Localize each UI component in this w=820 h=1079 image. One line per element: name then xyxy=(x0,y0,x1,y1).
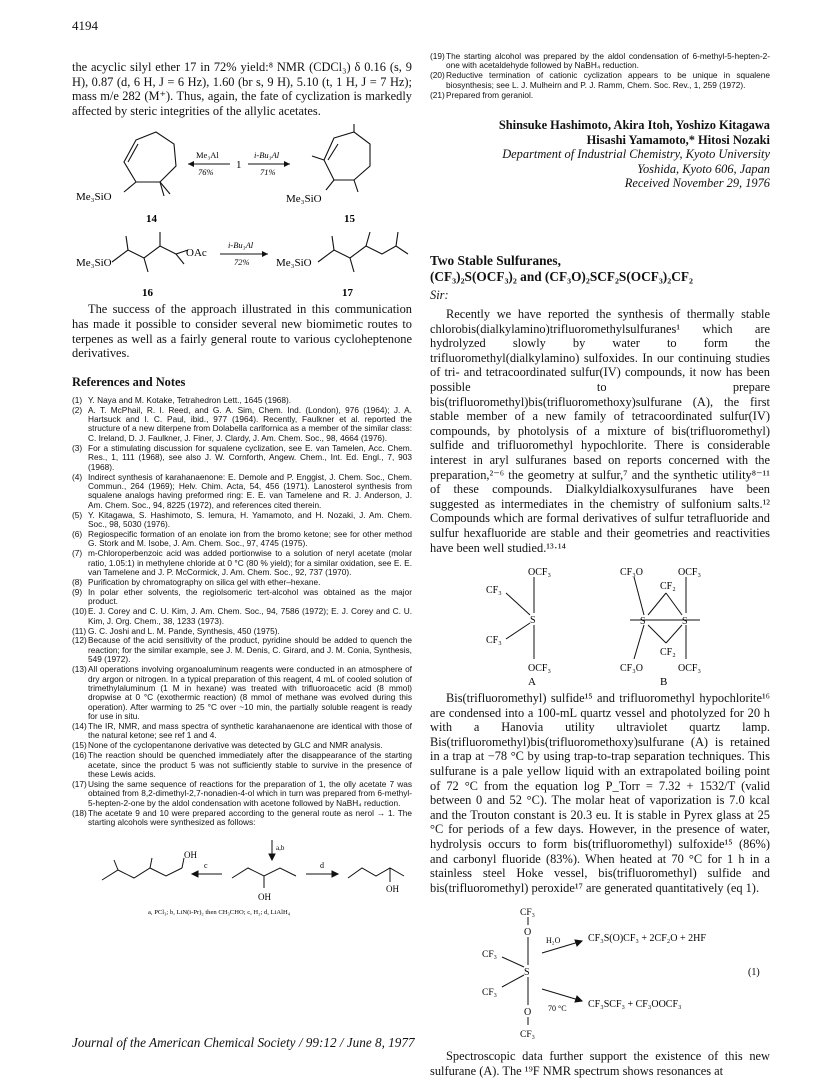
reference-number: (5) xyxy=(72,509,83,520)
authors-line-1: Shinsuke Hashimoto, Akira Itoh, Yoshizo Kitagawa xyxy=(498,118,770,133)
arrow-d-label: d xyxy=(320,860,324,870)
a-sulfur: S xyxy=(530,615,536,627)
author-city: Yoshida, Kyoto 606, Japan xyxy=(637,161,770,176)
reference-number: (21) xyxy=(430,89,445,100)
salutation: Sir: xyxy=(430,288,449,302)
eq-cf3-bottom: CF₃ xyxy=(520,1030,535,1041)
reference-number: (3) xyxy=(72,442,83,453)
label-a: A xyxy=(528,676,536,686)
author-block xyxy=(430,118,770,191)
reference-number: (9) xyxy=(72,586,83,597)
reference-number: (4) xyxy=(72,471,83,482)
reference-text: Y. Naya and M. Kotake, Tetrahedron Lett., 1645 (1968). xyxy=(88,394,292,405)
structure-16 xyxy=(112,232,188,272)
reference-number: (16) xyxy=(72,750,87,761)
right-paragraph-2: Bis(trifluoromethyl) sulfide¹⁵ and trifluoromethyl hypochlorite¹⁶ are condensed into a 100-mL quartz vessel and photolyzed for 20 h with a Hanovia utility ultraviolet quartz lamp. Bis(trifluoromethyl)bis(trifluoromethoxy)sulfurane (A) is retained in a trap at −78 °C by using trap-to-trap separation techniques. This sulfurane is a pale yellow liquid with an extrapolated boiling point of 72 °C from the equation log P_Torr = 7.32 + 1532/T (valid between 0 and 52 °C). The molar heat of vaporization is 7.0 kcal and the Trouton constant is 20.3 eu. It is stable in Pyrex glass at 25 °C for periods of a few days. However, in the presence of water, hydrolysis occurs to form bis(trifluoromethyl) sulfoxide¹⁵ (86%) and carbonyl fluoride (83%). When heated at 70 °C for 1 h in a stainless steel Hoke vessel, bis(trifluoromethyl) sulfide and bis(trifluoromethyl) peroxide¹⁷ are generated quantitatively (eq 1). xyxy=(430,691,770,895)
reference-number: (14) xyxy=(72,721,87,732)
label-b: B xyxy=(660,676,668,686)
left-intro-paragraph: the acyclic silyl ether 17 in 72% yield:⁸ NMR (CDCl₃) δ 0.16 (s, 9 H), 0.87 (d, 6 H, J = 6 Hz), 1.60 (br s, 9 H), 5.10 (t, 1 H, J = 7 Hz); mass m/e 282 (M⁺). Thus, again, the fate of cyclization is markedly affected by steric integrities of the allylic acetates. xyxy=(72,60,412,118)
eq-cf3-top: CF₃ xyxy=(520,908,535,919)
reference-number: (18) xyxy=(72,807,87,818)
me3sio-label-d: Me₃SiO xyxy=(276,257,312,270)
eq-cf3-left-2: CF₃ xyxy=(482,988,497,999)
reference-item xyxy=(72,809,412,828)
references-heading: References and Notes xyxy=(72,374,186,389)
reference-text: Y. Kitagawa, S. Hashimoto, S. Iemura, H. Yamamoto, and H. Nozaki, J. Am. Chem. Soc., 98, 5030 (1976). xyxy=(88,509,412,530)
reference-number: (7) xyxy=(72,548,83,559)
reagent-bottom-yield: 72% xyxy=(234,257,250,268)
eq-cond-heat: 70 °C xyxy=(548,1004,567,1014)
structures-svg xyxy=(430,563,770,685)
reference-item xyxy=(430,91,770,100)
me3sio-label-a: Me₃SiO xyxy=(76,191,112,204)
reagent-right-yield: 71% xyxy=(260,167,276,178)
eq-o-top: O xyxy=(524,927,532,939)
reference-item xyxy=(72,751,412,779)
reference-text: All operations involving organoaluminum reagents were conducted in an atmosphere of dry argon or nitrogen. In a typical preparation of this reagent, 4 mL of cooled solution of trimethylaluminum (1 M in hexane) was treated with trifluoroacetic acid (8 mmol) dropwise at 0 °C (exothermic reaction) (8 mmol of methane was evolved during this operation). After warming to 25 °C over ~10 min, the partially soluble reagent is ready for use in situ. xyxy=(88,664,412,722)
eq-cond-water: H₂O xyxy=(546,936,561,946)
reference-item xyxy=(72,578,412,587)
reference-text: E. J. Corey and C. U. Kim, J. Am. Chem. Soc., 94, 7586 (1972); E. J. Corey and C. U. Kim, J. Org. Chem., 38, 1233 (1973). xyxy=(88,606,412,626)
references-list-continued xyxy=(430,52,770,100)
reaction-scheme xyxy=(72,124,412,302)
reference-text: The IR, NMR, and mass spectra of synthetic karahanaenone are identical with those of the natural ketone; see ref 1 and 4. xyxy=(88,721,412,741)
eq-sulfur: S xyxy=(524,967,530,979)
b-ocf3-bottom-right: OCF₃ xyxy=(678,663,701,675)
journal-footer: Journal of the American Chemical Society / 99:12 / June 8, 1977 xyxy=(72,1035,415,1050)
b-sulfur-left: S xyxy=(640,616,646,628)
a-cf3-left: CF₃ xyxy=(486,585,502,597)
reference-item xyxy=(72,530,412,549)
a-cf3-left-2: CF₃ xyxy=(486,635,502,647)
alcohol-synthesis-scheme xyxy=(72,830,412,918)
structure-17 xyxy=(318,232,408,272)
reference-number: (6) xyxy=(72,528,83,539)
reference-text: Indirect synthesis of karahanaenone: E. Demole and P. Enggist, J. Chem. Soc., Chem. Commun., 264 (1969); Helv. Chim. Acta, 54, 456 (1971). Lanosterol synthesis from squalene analogs having preformed ring: E. E. van Tamelene and R. J. Anderson, J. Am. Chem. Soc., 94, 8225 (1972), and references cited therein. xyxy=(88,471,412,510)
oh-right: OH xyxy=(386,883,399,894)
reference-number: (2) xyxy=(72,404,83,415)
reference-text: A. T. McPhail, R. I. Reed, and G. A. Sim, Chem. Ind. (London), 976 (1964); J. A. Hartsuck and I. C. Paul, ibid., 977 (1964). Recently, Faulkner et al. reported the structure of a new diterpene from Dolabella carlfornica as a member of the similar class: C. Ireland, D. J. Faulkner, J. Finer, J. Clardy, J. Am. Chem. Soc., 98, 4664 (1976). xyxy=(88,404,412,443)
reference-text: The acetate 9 and 10 were prepared according to the general route as nerol → 1. The starting alcohols were synthesized as follows: xyxy=(88,807,412,828)
reagent-left-yield: 76% xyxy=(198,167,214,178)
reference-text: Purification by chromatography on silica gel with ether–hexane. xyxy=(88,576,321,587)
reagent-left-top: Me₃Al xyxy=(196,150,219,161)
compound-label-16: 16 xyxy=(142,287,153,300)
oh-left: OH xyxy=(184,849,197,860)
reference-item xyxy=(72,396,412,405)
reference-number: (1) xyxy=(72,394,83,405)
compound-label-14: 14 xyxy=(146,213,157,226)
title-line-2: (CF₃)₂S(OCF₃)₂ and (CF₃O)₂SCF₂S(OCF₃)₂CF₂ xyxy=(430,268,693,284)
reference-item xyxy=(72,511,412,530)
b-ocf3-top-right: OCF₃ xyxy=(678,567,701,579)
reagent-bottom-top: i-Bu₃Al xyxy=(228,240,254,251)
eq-o-bottom: O xyxy=(524,1007,532,1019)
equation-1 xyxy=(430,903,770,1043)
reference-text: G. C. Joshi and L. M. Pande, Synthesis, 450 (1975). xyxy=(88,625,280,636)
reagent-center-1: 1 xyxy=(236,159,242,172)
reference-number: (17) xyxy=(72,779,87,789)
reference-number: (12) xyxy=(72,635,87,646)
reference-item xyxy=(72,780,412,808)
right-paragraph-3: Spectroscopic data further support the existence of this new sulfurane (A). The ¹⁹F NMR spectrum shows resonances at xyxy=(430,1049,770,1078)
reference-item xyxy=(72,665,412,721)
reference-text: Reductive termination of cationic cyclization appears to be unique in squalene biosynthesis; see L. J. Mulheirn and P. J. Ramm, Chem. Soc. Rev., 1, 259 (1972). xyxy=(446,70,770,90)
structure-15 xyxy=(312,124,370,192)
left-column xyxy=(72,60,412,918)
reference-item xyxy=(430,52,770,71)
oh-mid: OH xyxy=(258,891,271,902)
reference-number: (20) xyxy=(430,70,445,81)
reference-number: (13) xyxy=(72,664,87,675)
reference-item xyxy=(72,588,412,607)
a-ocf3-bottom: OCF₃ xyxy=(528,663,551,675)
reference-text: Regiospecific formation of an enolate ion from the bromo ketone; see for other method G. Stork and M. Isobe, J. Am. Chem. Soc., 97, 4745 (1975). xyxy=(88,528,412,549)
reference-text: The reaction should be quenched immediately after the disappearance of the starting acetate, since the product 5 was not sufficiently stable to survive in the presence of these Lewis acids. xyxy=(88,750,412,780)
reference-item xyxy=(72,473,412,511)
reference-item xyxy=(72,549,412,577)
article-title xyxy=(430,253,770,284)
oac-label: OAc xyxy=(186,247,207,260)
reference-text: None of the cyclopentanone derivative was detected by GLC and NMR analysis. xyxy=(88,740,383,751)
references-list xyxy=(72,396,412,828)
reference-item xyxy=(72,722,412,741)
reagent-right-top: i-Bu₃Al xyxy=(254,150,280,161)
compound-label-17: 17 xyxy=(342,287,353,300)
reference-text: The starting alcohol was prepared by the aldol condensation of 6-methyl-5-hepten-2-one with acetaldehyde followed by NaBH₄ reduction. xyxy=(446,51,770,71)
reference-text: For a stimulating discussion for squalene cyclization, see E. van Tamelen, Acc. Chem. Res., 1, 111 (1968), see also J. W. Cornforth, Angew. Chem., Int. Ed. Engl., 7, 903 (1968). xyxy=(88,442,412,472)
compound-label-15: 15 xyxy=(344,213,355,226)
arrow-ab-label: a,b xyxy=(276,843,285,852)
reference-number: (15) xyxy=(72,740,87,751)
right-column xyxy=(430,51,770,1079)
me3sio-label-b: Me₃SiO xyxy=(286,193,322,206)
b-cf2-top: CF₂ xyxy=(660,581,676,593)
reference-number: (8) xyxy=(72,576,83,587)
reference-text: Using the same sequence of reactions for the preparation of 1, the olly acetate 7 was obtained from 8,2-dimethyl-2,7-nonadien-4-ol which in turn was prepared from 6-methyl-5-hepten-2-one by the aldol condensation with acetone followed by NaBH₄ reduction. xyxy=(88,779,412,808)
reference-item xyxy=(72,444,412,472)
b-cf2-bottom: CF₂ xyxy=(660,647,676,659)
equation-svg xyxy=(430,903,770,1043)
title-line-1: Two Stable Sulfuranes, xyxy=(430,253,561,268)
b-sulfur-right: S xyxy=(682,616,688,628)
a-ocf3-top: OCF₃ xyxy=(528,567,551,579)
reference-item xyxy=(72,636,412,664)
received-date: Received November 29, 1976 xyxy=(624,176,770,191)
page-number: 4194 xyxy=(72,18,98,33)
scheme2-caption: a, PCl₃; b, LiN(i-Pr)₂ then CH₃CHO; c, H₂; d, LiAlH₄ xyxy=(148,908,291,916)
reference-item xyxy=(72,406,412,444)
eq-product-bottom: CF₃SCF₃ + CF₃OOCF₃ xyxy=(588,999,682,1011)
arrow-c-label: c xyxy=(204,860,208,870)
reference-item xyxy=(72,607,412,626)
left-conclusion-paragraph: The success of the approach illustrated in this communication has made it possible to consider several new biomimetic routes to terpenes as well as a fairly general route to various cycloheptenone derivatives. xyxy=(72,302,412,361)
sulfurane-structures xyxy=(430,563,770,685)
b-cf3o-bottom-left: CF₃O xyxy=(620,663,643,675)
scheme2-svg xyxy=(72,830,412,918)
reference-number: (10) xyxy=(72,606,87,617)
me3sio-label-c: Me₃SiO xyxy=(76,257,112,270)
authors-line-2: Hisashi Yamamoto,* Hitosi Nozaki xyxy=(586,132,770,147)
reference-text: m-Chloroperbenzoic acid was added portionwise to a solution of neryl acetate (molar ratio, 1.05:1) in methylene chloride at 0 °C (80 % yield); for a similar oxidation, see E. E. van Tamelene and J. P. McCormick, J. Am. Chem. Soc., 92, 737 (1970). xyxy=(88,548,412,578)
reference-text: Prepared from geraniol. xyxy=(446,89,534,100)
reference-item xyxy=(430,71,770,90)
reference-number: (11) xyxy=(72,625,87,636)
reference-text: In polar ether solvents, the regiolsomeric tert-alcohol was obtained as the major product. xyxy=(88,586,412,607)
reference-text: Because of the acid sensitivity of the product, pyridine should be added to quench the reaction; for the similar example, see J. M. Denis, C. Girard, and J. M. Conia, Synthesis, 549 (1972). xyxy=(88,635,412,665)
author-department: Department of Industrial Chemistry, Kyoto University xyxy=(502,147,770,162)
b-cf3o-top-left: CF₃O xyxy=(620,567,643,579)
scheme-svg xyxy=(72,124,412,302)
eq-number: (1) xyxy=(748,967,760,979)
structure-14 xyxy=(124,132,176,196)
right-paragraph-1: Recently we have reported the synthesis of thermally stable chlorobis(dialkylamino)trifluoromethylsulfuranes¹ which are hydrolyzed slowly by water to form the trifluoromethyl(dialkylamino) sulfoxides. In our continuing studies of tri- and tetracoordinated sulfur(IV) compounds, it now has been possible to prepare bis(trifluoromethyl)bis(trifluoromethoxy)sulfurane (A), the first stable member of a new family of tetracoordinated sulfur(IV) compounds, by photolysis of a mixture of bis(trifluoromethyl) sulfide and trifluoromethyl hypochlorite. There is considerable interest in aryl sulfuranes based on reports concerned with the preparation,²⁻⁶ the geometry at sulfur,⁷ and the synthetic utility⁸⁻¹¹ of these compounds. Dialkyldialkoxysulfuranes have been suggested as intermediates in the chemistry of sulfonium salts.¹² Compounds which are formal derivatives of sulfur tetrafluoride and sulfur hexafluoride are stable and their geometries and reactivities have been well studied.¹³·¹⁴ xyxy=(430,307,770,555)
eq-cf3-left: CF₃ xyxy=(482,950,497,961)
eq-product-top: CF₃S(O)CF₃ + 2CF₂O + 2HF xyxy=(588,933,706,945)
reference-number: (19) xyxy=(430,51,445,61)
